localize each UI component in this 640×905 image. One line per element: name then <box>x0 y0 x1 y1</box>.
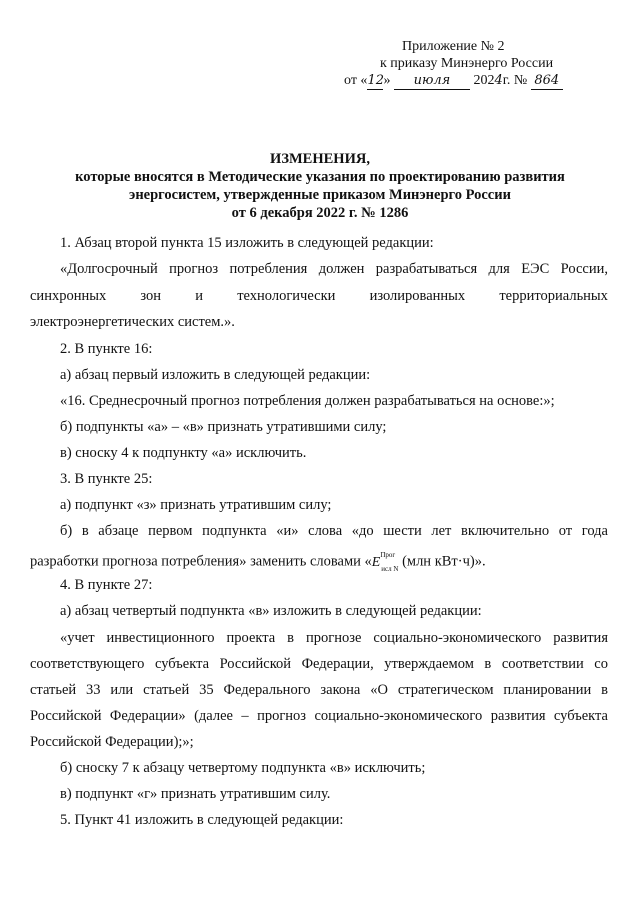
paragraph-15: в) подпункт «г» признать утратившим силу. <box>60 786 331 802</box>
paragraph-13-line5: Российской Федерации);»; <box>30 734 194 750</box>
paragraph-13-line2: соответствующего субъекта Российской Федерации, утверждаемом в соответствии со <box>30 656 608 672</box>
paragraph-10-line1: б) в абзаце первом подпункта «и» слова «до шести лет включительно от года <box>60 523 608 539</box>
word: территориальных <box>499 288 608 304</box>
appendix-title: Приложение № 2 <box>402 39 505 54</box>
paragraph-2-line2 <box>30 287 608 305</box>
handwritten-day: 12 <box>367 73 384 88</box>
paragraph-7: в) сноску 4 к подпункту «а» исключить. <box>60 445 307 461</box>
word: синхронных <box>30 288 107 304</box>
document-subtitle-line1: которые вносятся в Методические указания по проектированию развития <box>75 169 565 185</box>
paragraph-10-line2 <box>30 549 608 576</box>
word: и <box>195 288 204 304</box>
date-prefix: от « <box>344 73 368 88</box>
paragraph-6: б) подпункты «а» – «в» признать утратившими силу; <box>60 419 387 435</box>
paragraph-2-line1: «Долгосрочный прогноз потребления должен разрабатываться для ЕЭС России, <box>60 261 608 277</box>
appendix-order-ref: к приказу Минэнерго России <box>380 56 554 71</box>
document-subtitle-line3: от 6 декабря 2022 г. № 1286 <box>231 205 409 221</box>
paragraph-1: 1. Абзац второй пункта 15 изложить в следующей редакции: <box>60 235 434 251</box>
paragraph-12: а) абзац четвертый подпункта «в» изложить в следующей редакции: <box>60 603 482 619</box>
paragraph-5: «16. Среднесрочный прогноз потребления должен разрабатываться на основе:»; <box>60 393 555 409</box>
formula-main: E <box>371 554 381 570</box>
paragraph-10-suffix: (млн кВт·ч)». <box>398 553 486 570</box>
paragraph-13-line1: «учет инвестиционного проекта в прогнозе социально-экономического развития <box>60 630 608 646</box>
paragraph-9: а) подпункт «з» признать утратившим силу; <box>60 497 332 513</box>
paragraph-3: 2. В пункте 16: <box>60 341 153 357</box>
paragraph-10-prefix: разработки прогноза потребления» заменить словами « <box>30 553 372 570</box>
document-subtitle-line2: энергосистем, утвержденные приказом Минэнерго России <box>129 187 511 203</box>
handwritten-order-number: 864 <box>531 72 563 90</box>
formula-subscript: исл N <box>381 565 399 574</box>
year-suffix: г. № <box>502 73 528 88</box>
formula <box>371 551 399 574</box>
paragraph-16: 5. Пункт 41 изложить в следующей редакции: <box>60 812 344 828</box>
appendix-header <box>344 38 622 90</box>
paragraph-13-line3: статьей 33 или статьей 35 Федерального закона «О стратегическом планировании в <box>30 682 608 698</box>
year-prefix: 202 <box>473 73 495 88</box>
paragraph-11: 4. В пункте 27: <box>60 577 153 593</box>
paragraph-13-line4: Российской Федерации» (далее – прогноз социально-экономического развития субъекта <box>30 708 608 724</box>
appendix-date-number <box>344 72 622 90</box>
paragraph-4: а) абзац первый изложить в следующей редакции: <box>60 367 371 383</box>
paragraph-14: б) сноску 7 к абзацу четвертому подпункта «в» исключить; <box>60 760 426 776</box>
word: изолированных <box>369 288 466 304</box>
paragraph-2-line3: электроэнергетических систем.». <box>30 314 235 330</box>
date-quote-close: » <box>383 73 391 88</box>
word: технологически <box>237 288 336 304</box>
paragraph-8: 3. В пункте 25: <box>60 471 153 487</box>
document-heading: ИЗМЕНЕНИЯ, <box>270 151 370 167</box>
handwritten-year-digit: 4 <box>494 73 503 88</box>
formula-superscript: Прог <box>380 551 396 559</box>
word: зон <box>140 288 162 304</box>
handwritten-month: июля <box>394 72 470 90</box>
